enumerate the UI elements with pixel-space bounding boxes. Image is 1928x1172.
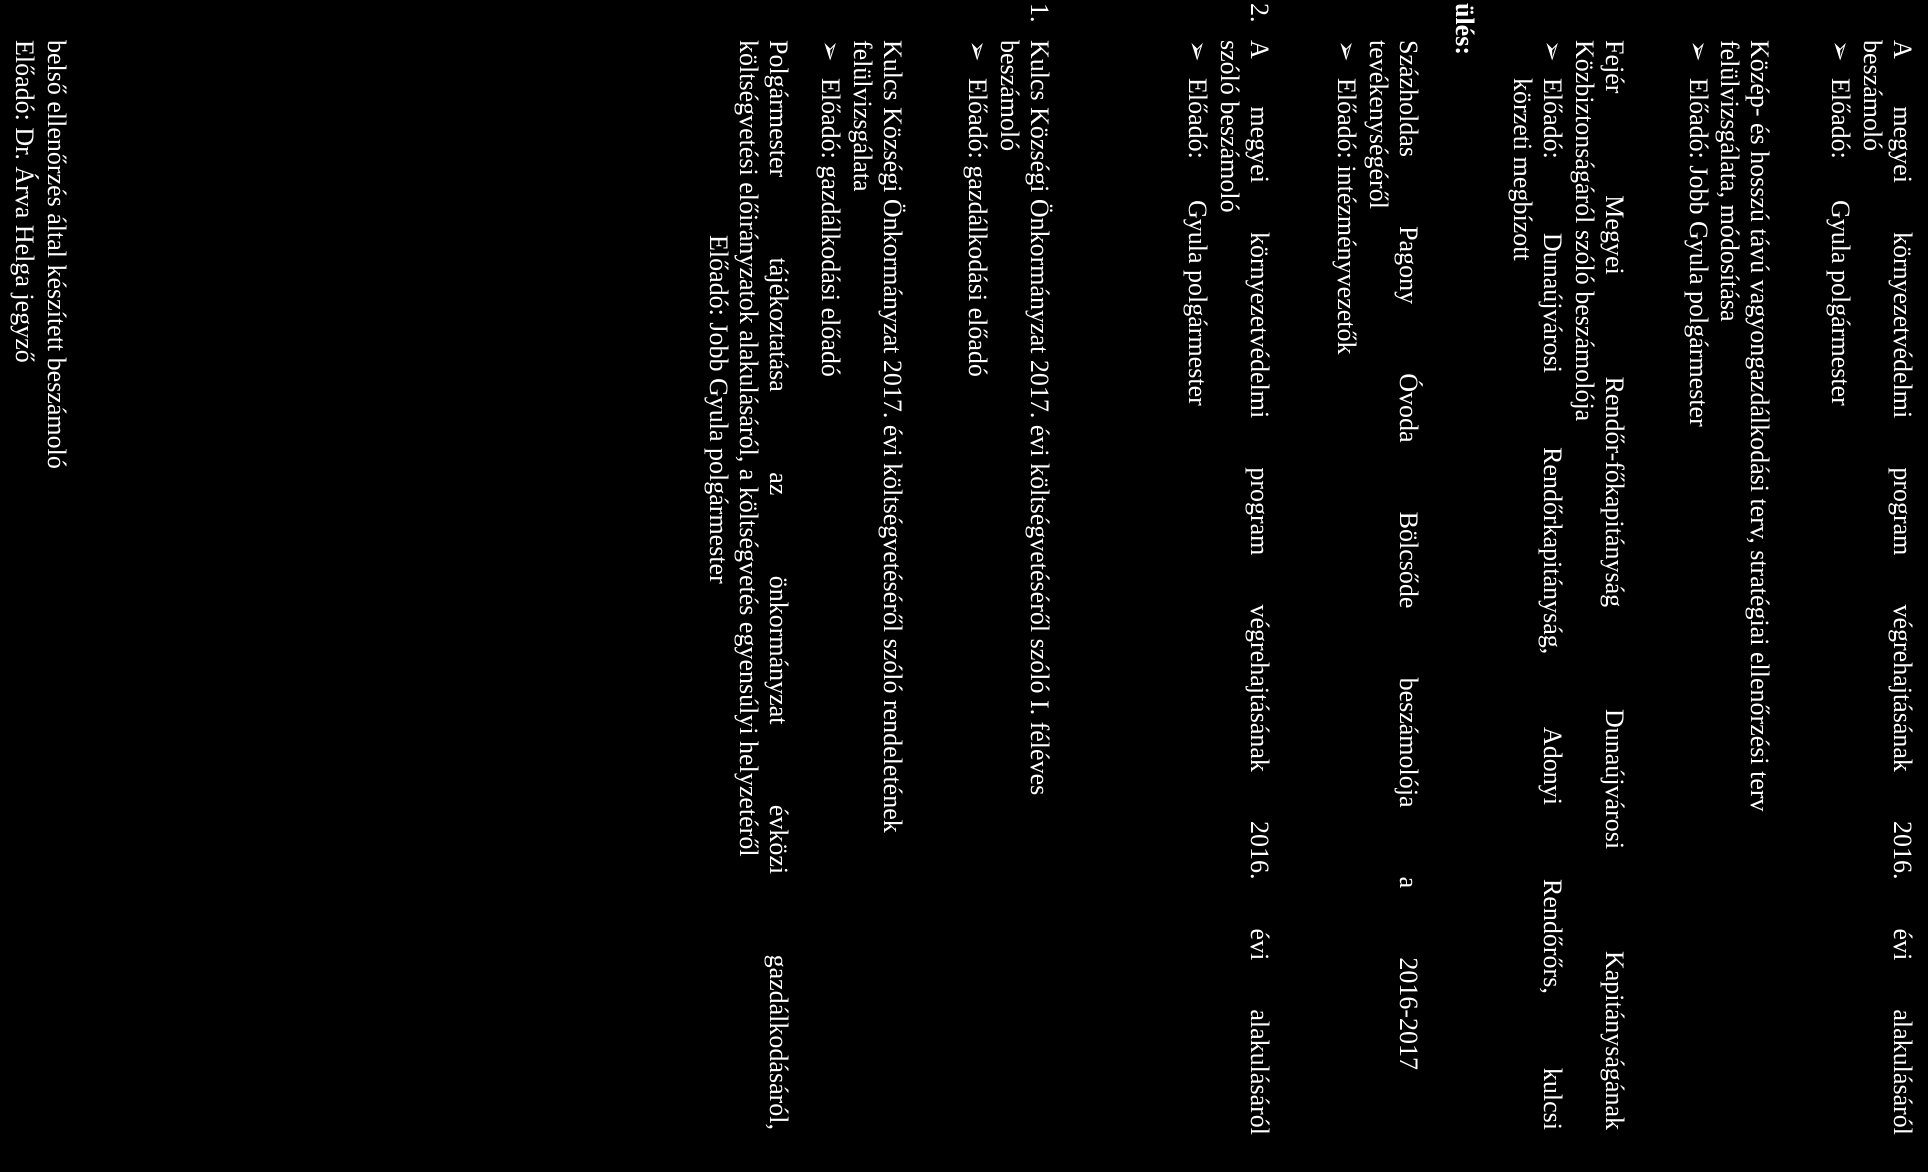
presenter-label: Előadó: xyxy=(1183,78,1212,159)
agenda-item-title-line: A megyei környezetvédelmi program végrehajtásának 2016. évi alakulásáról xyxy=(1888,40,1917,1135)
presenter-line xyxy=(1538,40,1566,1130)
agenda-item-title-line: Közbiztonságáról szóló beszámolója xyxy=(1570,40,1599,422)
presenter-text: Előadó: Dunaújvárosi Rendőrkapitányság, Adonyi Rendőrőrs, kulcsi xyxy=(1538,78,1567,1130)
arrow-bullet-icon: ➢ xyxy=(1826,40,1855,62)
arrow-bullet-icon: ➢ xyxy=(963,40,992,62)
agenda-item-title-line: Fejér Megyei Rendőr-főkapitányság Dunaújvárosi Kapitányságának xyxy=(1600,40,1629,1130)
presenter-line xyxy=(1332,40,1360,355)
agenda-item-title-line: tevékenységéről xyxy=(1364,40,1393,209)
presenter-text: Előadó: Jobb Gyula polgármester xyxy=(704,235,733,584)
presenter-name: Gyula polgármester xyxy=(1183,200,1212,406)
presenter-text: Előadó: intézményvezetők xyxy=(1332,78,1361,355)
section-heading: ülés: xyxy=(1450,3,1479,55)
agenda-item-title-line: felülvizsgálata xyxy=(848,40,877,192)
presenter-line xyxy=(963,40,991,377)
presenter-text-continued: körzeti megbízott xyxy=(1508,78,1537,261)
presenter-label: Előadó: xyxy=(1826,78,1855,159)
presenter-line xyxy=(816,40,844,377)
agenda-item-title-line: szóló beszámoló xyxy=(1215,40,1244,213)
agenda-item-title-line: beszámoló xyxy=(995,40,1024,152)
agenda-item-number: 1. xyxy=(1025,3,1054,23)
agenda-item-title-line: Kulcs Községi Önkormányzat 2017. évi költségvetéséről szóló I. féléves xyxy=(1025,40,1054,796)
presenter-line xyxy=(1826,40,1854,159)
agenda-item-title-line: beszámoló xyxy=(1858,40,1887,152)
agenda-item-title-line: A megyei környezetvédelmi program végrehajtásának 2016. évi alakulásáról xyxy=(1245,40,1274,1135)
agenda-item-title-line: Közép- és hosszú távú vagyongazdálkodási terv, stratégiai ellenőrzési terv xyxy=(1745,40,1774,812)
presenter-line xyxy=(1183,40,1211,159)
presenter-text: Előadó: Dr. Árva Helga jegyző xyxy=(10,40,39,363)
agenda-item-title-line: felülvizsgálata, módosítása xyxy=(1715,40,1744,322)
agenda-item-title-line: belső ellenőrzés által készített beszámoló xyxy=(42,40,71,469)
presenter-line xyxy=(1684,40,1712,427)
arrow-bullet-icon: ➢ xyxy=(1183,40,1212,62)
presenter-name: Gyula polgármester xyxy=(1826,200,1855,406)
presenter-text: Előadó: gazdálkodási előadó xyxy=(816,78,845,377)
agenda-item-title-line: Kulcs Községi Önkormányzat 2017. évi költségvetéséről szóló rendeletének xyxy=(878,40,907,833)
agenda-item-title-line: Százholdas Pagony Óvoda Bölcsőde beszámolója a 2016-2017 xyxy=(1394,40,1423,1070)
agenda-item-title-line: Polgármester tájékoztatása az önkormányzat évközi gazdálkodásáról, xyxy=(764,40,793,1130)
arrow-bullet-icon: ➢ xyxy=(1538,40,1567,62)
presenter-text: Előadó: Jobb Gyula polgármester xyxy=(1684,78,1713,427)
presenter-text: Előadó: gazdálkodási előadó xyxy=(963,78,992,377)
agenda-item-title-line: költségvetési előirányzatok alakulásáról, a költségvetés egyensúlyi helyzetéről xyxy=(734,40,763,857)
agenda-item-number: 2. xyxy=(1245,3,1274,23)
arrow-bullet-icon: ➢ xyxy=(816,40,845,62)
arrow-bullet-icon: ➢ xyxy=(1684,40,1713,62)
arrow-bullet-icon: ➢ xyxy=(1332,40,1361,62)
